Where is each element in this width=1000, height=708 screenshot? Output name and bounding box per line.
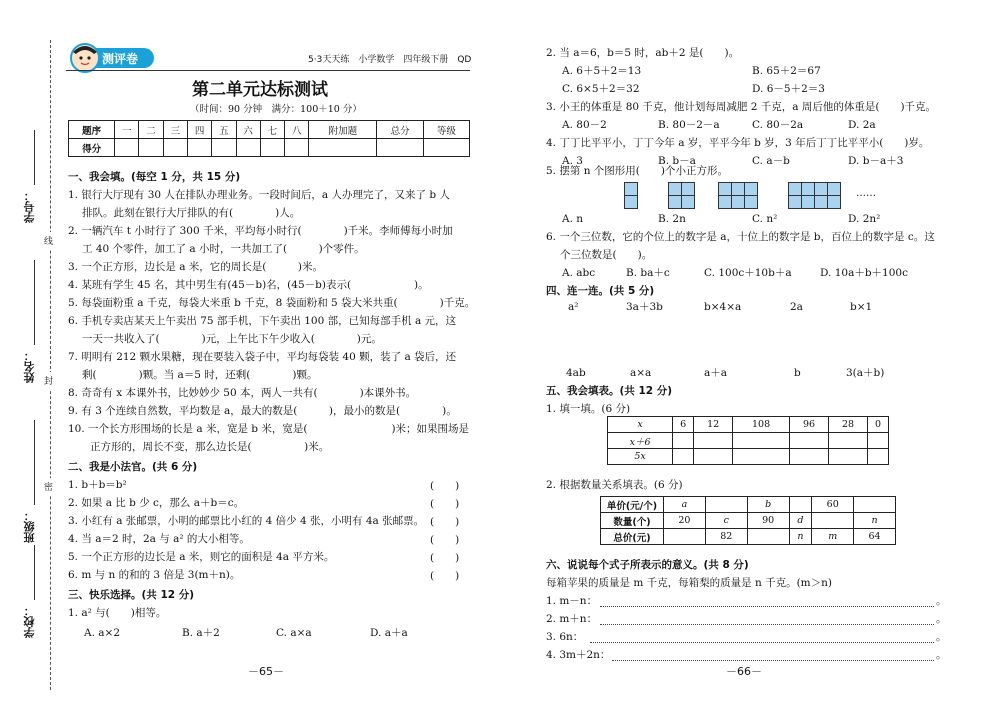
s1-q9: 9. 有 3 个连续自然数，平均数是 a，最大的数是( )，最小的数是( )。 xyxy=(68,405,457,417)
answer-cell[interactable] xyxy=(733,433,790,449)
s1-q7-line2: 剩( )颗。当 a＝5 时，还剩( )颗。 xyxy=(82,369,318,381)
s6-answer-line[interactable] xyxy=(612,660,934,661)
table-cell: x xyxy=(608,417,673,433)
s1-q1-line2: 排队。此刻在银行大厅排队的有( )人。 xyxy=(82,207,301,219)
s3-q1-option[interactable]: D. a＋a xyxy=(370,627,408,639)
figure-4-square xyxy=(801,182,815,196)
s1-q7-line1: 7. 明明有 212 颗水果糖，现在要装入袋子中，平均每袋装 40 颗，装了 a 袋后，还 xyxy=(68,351,457,363)
s1-q6-line2: 一天一共收入了( )元，上午比下午少收入( )元。 xyxy=(82,333,382,345)
score-header-cell: 附加题 xyxy=(309,121,377,139)
s2-item: 4. 当 a＝2 时，2a 与 a² 的大小相等。 xyxy=(68,533,250,545)
s2-item: 2. 如果 a 比 b 少 c，那么 a＋b＝c。 xyxy=(68,497,245,509)
table-cell[interactable]: m xyxy=(812,529,854,545)
s3-q1-option[interactable]: C. a×a xyxy=(276,627,312,639)
table-cell[interactable]: b xyxy=(747,497,789,513)
s1-q8: 8. 奇奇有 x 本课外书，比妙妙少 50 本，两人一共有( )本课外书。 xyxy=(68,387,417,399)
s3-q1-option[interactable]: A. a×2 xyxy=(84,627,120,639)
judge-answer-box[interactable]: ( ) xyxy=(430,570,460,582)
table-row xyxy=(608,417,889,433)
s2-item: 5. 一个正方形的边长是 a 米，则它的面积是 4a 平方米。 xyxy=(68,551,335,563)
answer-cell[interactable] xyxy=(867,449,888,465)
score-cell[interactable] xyxy=(115,139,139,157)
score-cell[interactable] xyxy=(236,139,260,157)
table-row xyxy=(608,433,889,449)
score-header-cell: 六 xyxy=(236,121,260,139)
s1-q10-line1: 10. 一个长方形围场的长是 a 米，宽是 b 米，宽是( )米；如果围场是 xyxy=(68,423,470,435)
cut-word-mi: 密 xyxy=(44,478,53,495)
s3-q4-option[interactable]: C. a－b xyxy=(752,155,790,167)
score-row-label: 得分 xyxy=(69,139,115,157)
s3-q3-option[interactable]: C. 80－2a xyxy=(752,119,804,131)
table-header-cell: 单价(元/个) xyxy=(601,497,664,513)
s3-q4-option[interactable]: A. 3 xyxy=(562,155,583,167)
score-header-cell: 等级 xyxy=(423,121,469,139)
s3-q4: 4. 丁丁比平平小，丁丁今年 a 岁，平平今年 b 岁，3 年后丁丁比平平小( )岁。 xyxy=(546,137,930,149)
s3-q5-option[interactable]: A. n xyxy=(562,213,584,225)
answer-cell[interactable] xyxy=(673,433,694,449)
s3-q2: 2. 当 a＝6，b＝5 时，ab＋2 是( )。 xyxy=(546,47,740,59)
s3-q1-option[interactable]: B. a＋2 xyxy=(182,627,220,639)
s3-q4-option[interactable]: D. b－a＋3 xyxy=(848,155,904,167)
s3-q3: 3. 小王的体重是 80 千克，他计划每周减肥 2 千克，a 周后他的体重是( )千克。 xyxy=(546,101,937,113)
student-name-underline xyxy=(34,260,35,345)
table-row xyxy=(601,497,896,513)
fill-table-1 xyxy=(607,416,889,465)
score-cell[interactable] xyxy=(377,139,423,157)
table-cell[interactable]: n xyxy=(854,513,896,529)
table-cell[interactable]: 64 xyxy=(854,529,896,545)
score-header-cell: 三 xyxy=(163,121,187,139)
match-bottom-item[interactable]: a×a xyxy=(630,367,652,379)
table-cell[interactable] xyxy=(705,497,747,513)
figure-4-square xyxy=(788,195,802,209)
judge-answer-box[interactable]: ( ) xyxy=(430,498,460,510)
judge-answer-box[interactable]: ( ) xyxy=(430,534,460,546)
student-number-label: 学号： xyxy=(23,190,36,223)
answer-cell[interactable] xyxy=(673,449,694,465)
s1-q4: 4. 某班有学生 45 名，其中男生有(45－b)名，(45－b)表示( )。 xyxy=(68,279,429,291)
figure-1-square xyxy=(624,195,638,209)
fill-table-2 xyxy=(600,496,896,545)
s1-q3: 3. 一个正方形，边长是 a 米，它的周长是( )米。 xyxy=(68,261,323,273)
table-cell: 108 xyxy=(733,417,790,433)
s3-q2-option[interactable]: B. 65＋2＝67 xyxy=(752,65,821,77)
page-number-right: －66－ xyxy=(726,665,762,678)
score-cell[interactable] xyxy=(188,139,212,157)
answer-cell[interactable] xyxy=(829,433,868,449)
score-cell[interactable] xyxy=(309,139,377,157)
s3-q2-option[interactable]: D. 6－5＋2＝3 xyxy=(752,83,825,95)
table-cell[interactable]: c xyxy=(705,513,747,529)
figure-3-square xyxy=(731,195,745,209)
match-top-item[interactable]: a² xyxy=(568,301,579,313)
score-cell[interactable] xyxy=(212,139,236,157)
s3-q4-option[interactable]: B. b－a xyxy=(658,155,696,167)
table-cell[interactable] xyxy=(747,529,789,545)
s6-item-label: 3. 6n： xyxy=(546,631,584,643)
s6-end-mark: 。 xyxy=(936,613,947,625)
student-name-label: 姓名： xyxy=(23,350,36,383)
figure-2-square xyxy=(681,182,695,196)
table-header-cell: 数量(个) xyxy=(601,513,664,529)
score-header-cell: 七 xyxy=(260,121,284,139)
s3-q6-option[interactable]: B. ba＋c xyxy=(626,267,670,279)
pattern-ellipsis: …… xyxy=(856,188,876,199)
s3-q3-option[interactable]: B. 80－2－a xyxy=(658,119,720,131)
page-subtitle: （时间：90 分钟 满分：100＋10 分） xyxy=(190,104,362,115)
score-header-row xyxy=(69,121,470,139)
table-cell[interactable] xyxy=(812,513,854,529)
table2-title: 2. 根据数量关系填表。(6 分) xyxy=(546,479,683,491)
table-row xyxy=(601,529,896,545)
answer-cell[interactable] xyxy=(867,433,888,449)
match-bottom-item[interactable]: 4ab xyxy=(566,367,586,379)
answer-cell[interactable] xyxy=(790,449,829,465)
binding-cut-line xyxy=(50,40,51,690)
table-header-cell: 总价(元) xyxy=(601,529,664,545)
answer-cell[interactable] xyxy=(694,449,733,465)
figure-4-square xyxy=(801,195,815,209)
figure-3-square xyxy=(731,182,745,196)
figure-3-square xyxy=(718,182,732,196)
page-title: 第二单元达标测试 xyxy=(192,80,328,100)
score-table xyxy=(68,120,470,157)
match-top-item[interactable]: b×4×a xyxy=(704,301,742,313)
cut-word-xian: 线 xyxy=(44,232,53,249)
table-cell[interactable] xyxy=(789,497,812,513)
s1-q2-line1: 2. 一辆汽车 t 小时行了 300 千米，平均每小时行( )千米。李师傅每小时加 xyxy=(68,225,453,237)
s1-q2-line2: 工 40 个零件，加工了 a 小时，一共加工了( )个零件。 xyxy=(82,243,365,255)
table-row xyxy=(608,449,889,465)
s3-q6-line1: 6. 一个三位数，它的个位上的数字是 a，十位上的数字是 b，百位上的数字是 c。这 xyxy=(546,231,935,243)
s3-q2-option[interactable]: A. 6＋5＋2＝13 xyxy=(562,65,642,77)
score-row xyxy=(69,139,470,157)
table-cell: x＋6 xyxy=(608,433,673,449)
figure-3-square xyxy=(744,195,758,209)
answer-cell[interactable] xyxy=(733,449,790,465)
table-cell[interactable] xyxy=(854,497,896,513)
s6-item-label: 4. 3m＋2n： xyxy=(546,649,611,661)
table-cell[interactable]: n xyxy=(789,529,812,545)
s3-q5-option[interactable]: B. 2n xyxy=(658,213,686,225)
score-header-cell: 四 xyxy=(188,121,212,139)
series-header: 5·3天天练 小学数学 四年级下册 QD xyxy=(308,55,472,65)
school-underline xyxy=(34,545,35,600)
figure-4-square xyxy=(788,182,802,196)
s6-answer-line[interactable] xyxy=(600,606,934,607)
table-cell[interactable] xyxy=(664,529,706,545)
s6-item-label: 1. m－n： xyxy=(546,595,598,607)
match-bottom-item[interactable]: 3(a＋b) xyxy=(846,367,885,379)
s3-q2-option[interactable]: C. 6×5＋2＝32 xyxy=(562,83,640,95)
s1-q5: 5. 每袋面粉重 a 千克，每袋大米重 b 千克，8 袋面粉和 5 袋大米共重( )千克。 xyxy=(68,297,476,309)
table-cell: 28 xyxy=(829,417,868,433)
section-2-title: 二、我是小法官。(共 6 分) xyxy=(68,461,198,473)
match-top-item[interactable]: b×1 xyxy=(850,301,873,313)
s2-item: 1. b＋b＝b² xyxy=(68,479,127,491)
score-cell[interactable] xyxy=(260,139,284,157)
s6-answer-line[interactable] xyxy=(600,624,934,625)
school-label: 学校： xyxy=(23,605,36,638)
class-underline xyxy=(34,420,35,505)
score-header-cell: 二 xyxy=(139,121,163,139)
judge-answer-box[interactable]: ( ) xyxy=(430,516,460,528)
s3-q6-option[interactable]: C. 100c＋10b＋a xyxy=(704,267,792,279)
answer-cell[interactable] xyxy=(790,433,829,449)
table-cell: 0 xyxy=(867,417,888,433)
cut-word-feng: 封 xyxy=(44,372,53,389)
figure-4-square xyxy=(814,182,828,196)
s1-q10-line2: 正方形的，周长不变，那么边长是( )米。 xyxy=(90,441,330,453)
table-cell[interactable]: 90 xyxy=(747,513,789,529)
student-number-underline xyxy=(34,130,35,185)
table-row xyxy=(601,513,896,529)
s3-q3-option[interactable]: A. 80－2 xyxy=(562,119,607,131)
score-header-cell: 五 xyxy=(212,121,236,139)
page-number-left: －65－ xyxy=(248,665,284,678)
s3-q5-option[interactable]: D. 2n² xyxy=(848,213,881,225)
class-label: 班级： xyxy=(23,510,36,543)
s2-item: 6. m 与 n 的和的 3 倍是 3(m＋n)。 xyxy=(68,569,241,581)
binding-strip xyxy=(0,0,52,708)
match-top-item[interactable]: 2a xyxy=(790,301,803,313)
badge-text: 测评卷 xyxy=(102,52,139,66)
match-bottom-item[interactable]: b xyxy=(794,367,801,379)
figure-3-square xyxy=(718,195,732,209)
section-6-title: 六、说说每个式子所表示的意义。(共 8 分) xyxy=(546,559,749,571)
score-cell[interactable] xyxy=(423,139,469,157)
section-5-title: 五、我会填表。(共 12 分) xyxy=(546,385,673,397)
table-cell[interactable]: 82 xyxy=(705,529,747,545)
figure-2-square xyxy=(668,182,682,196)
judge-answer-box[interactable]: ( ) xyxy=(430,480,460,492)
s6-end-mark: 。 xyxy=(936,631,947,643)
s2-item: 3. 小红有 a 张邮票，小明的邮票比小红的 4 倍少 4 张，小明有 4a 张邮票。 xyxy=(68,515,425,527)
figure-4-square xyxy=(827,195,841,209)
match-top-item[interactable]: 3a＋3b xyxy=(626,301,663,313)
s3-q6-option[interactable]: D. 10a＋b＋100c xyxy=(820,267,908,279)
table-cell[interactable]: a xyxy=(664,497,706,513)
judge-answer-box[interactable]: ( ) xyxy=(430,552,460,564)
score-header-cell: 八 xyxy=(285,121,309,139)
score-header-cell: 总分 xyxy=(377,121,423,139)
table-cell: 6 xyxy=(673,417,694,433)
figure-4-square xyxy=(827,182,841,196)
section-4-title: 四、连一连。(共 5 分) xyxy=(546,285,655,297)
answer-cell[interactable] xyxy=(694,433,733,449)
header-rule xyxy=(66,70,470,71)
score-header-cell: 题序 xyxy=(69,121,115,139)
table-cell[interactable]: d xyxy=(789,513,812,529)
score-cell[interactable] xyxy=(139,139,163,157)
s6-item-label: 2. m＋n： xyxy=(546,613,598,625)
s6-answer-line[interactable] xyxy=(590,642,934,643)
score-header-cell: 一 xyxy=(115,121,139,139)
table-cell: 12 xyxy=(694,417,733,433)
score-cell[interactable] xyxy=(163,139,187,157)
table-cell: 96 xyxy=(790,417,829,433)
figure-2-square xyxy=(668,195,682,209)
figure-2-square xyxy=(681,195,695,209)
section-1-title: 一、我会填。(每空 1 分，共 15 分) xyxy=(68,171,241,183)
s1-q1-line1: 1. 银行大厅现有 30 人在排队办理业务。一段时间后，a 人办理完了，又来了 b 人 xyxy=(68,189,450,201)
s3-q6-line2: 个三位数是( )。 xyxy=(560,249,653,261)
s3-q6-option[interactable]: A. abc xyxy=(562,267,596,279)
figure-3-square xyxy=(744,182,758,196)
s3-q5: 5. 摆第 n 个图形用( )个小正方形。 xyxy=(546,165,728,177)
table-cell[interactable]: 60 xyxy=(812,497,854,513)
s3-q1: 1. a² 与( )相等。 xyxy=(68,607,167,619)
s6-end-mark: 。 xyxy=(936,649,947,661)
figure-4-square xyxy=(814,195,828,209)
section-3-title: 三、快乐选择。(共 12 分) xyxy=(68,589,195,601)
figure-1-square xyxy=(624,182,638,196)
s6-end-mark: 。 xyxy=(936,595,947,607)
s3-q5-option[interactable]: C. n² xyxy=(752,213,778,225)
match-bottom-item[interactable]: a＋a xyxy=(704,367,728,379)
table-cell[interactable]: 20 xyxy=(664,513,706,529)
score-cell[interactable] xyxy=(285,139,309,157)
s6-intro: 每箱苹果的质量是 m 千克，每箱梨的质量是 n 千克。(m＞n) xyxy=(546,577,832,589)
table-cell: 5x xyxy=(608,449,673,465)
answer-cell[interactable] xyxy=(829,449,868,465)
s3-q3-option[interactable]: D. 2a xyxy=(848,119,876,131)
table1-title: 1. 填一填。(6 分) xyxy=(546,403,631,415)
s1-q6-line1: 6. 手机专卖店某天上午卖出 75 部手机，下午卖出 100 部，已知每部手机 a 元，这 xyxy=(68,315,457,327)
